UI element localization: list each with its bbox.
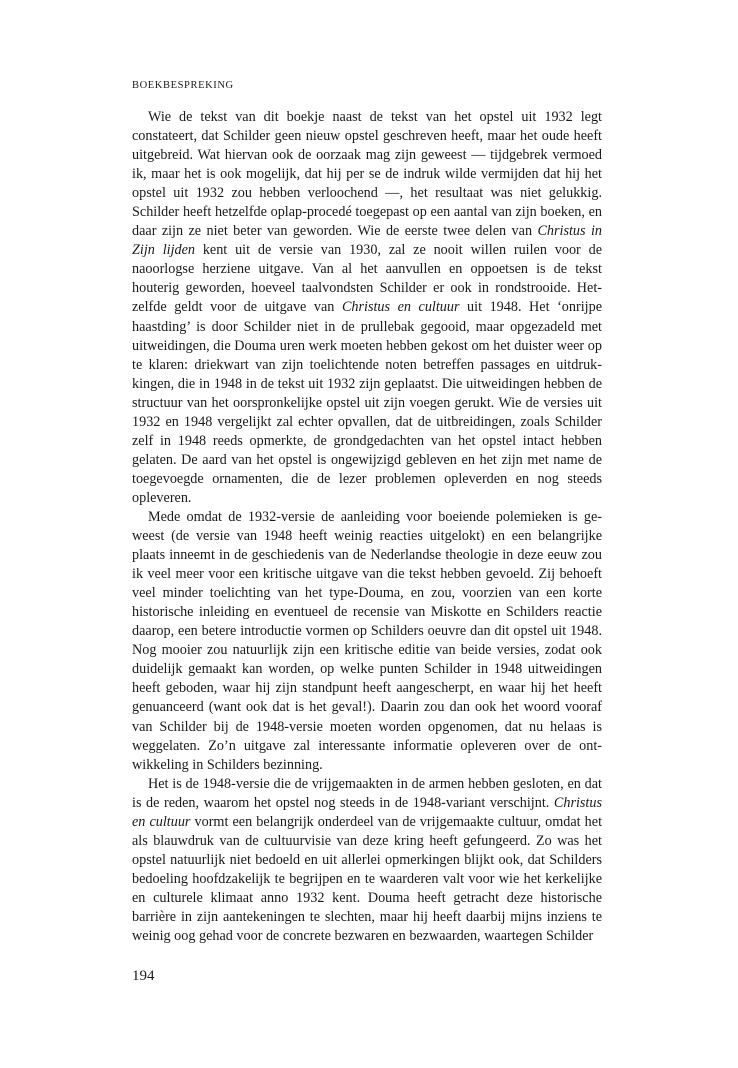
book-title-christus-en-cultuur: Christus en cultuur bbox=[341, 299, 460, 316]
paragraph-3 bbox=[132, 775, 602, 946]
book-title-christus-in-zijn-lijden: Christus in Zijn lijden bbox=[132, 223, 602, 259]
paragraph-1 bbox=[132, 108, 602, 508]
paragraph-1-text-c: kent uit de versie van 1930, zal ze nooit willen ruilen voor de naoorlogse herziene uitgave. Van al het aanvullen en oppoetsen is de tekst houterig geworden, hoeveel taalvondsten Schilder er ook in rondstrooide. Hetzelfde geldt voor de uitgave van bbox=[132, 242, 602, 316]
page-number: 194 bbox=[132, 968, 155, 984]
paragraph-3-text-a: Het is de 1948-versie die de vrijgemaakten in de armen hebben gesloten, en dat is de reden, waarom het opstel nog steeds in de 1948-variant verschijnt. bbox=[132, 775, 602, 811]
review-body bbox=[132, 108, 602, 946]
paragraph-1-text-a: Wie de tekst van dit boekje naast de tekst van het opstel uit 1932 legt constateert, dat Schilder geen nieuw opstel geschreven heeft, maar het oude heeft uitgebreid. Wat hiervan ook de oorzaak mag zijn geweest — tijdgebrek vermoed ik, maar het is ook mogelijk, dat hij per se de indruk wilde vermijden dat hij het opstel uit 1932 zou hebben verloochend —, het resultaat was niet gelukkig. Schilder heeft hetzelfde oplap-procedé toegepast op een aantal van zijn boeken, en daar zijn ze niet beter van geworden. Wie de eerste twee delen van bbox=[132, 109, 602, 240]
paragraph-3-text-c: vormt een belangrijk onderdeel van de vrijgemaakte cultuur, omdat het als blauwdruk van de cultuurvisie van deze kring heeft gefungeerd. Zo was het opstel natuurlijk niet bedoeld en uit allerlei opmerkingen blijkt ook, dat Schilders bedoeling hoofdzakelijk te begrijpen en te waarderen valt voor wie het kerkelijke en culturele klimaat anno 1932 kent. Douma heeft getracht deze historische barrière in zijn aantekeningen te slechten, maar hij heeft daarbij mijns inziens te weinig oog gehad voor de concrete bezwaren en bezwaarden, waartegen Schilder bbox=[132, 813, 603, 945]
running-header: BOEKBESPREKING bbox=[132, 80, 234, 91]
paragraph-2: Mede omdat de 1932-versie de aanleiding voor boeiende polemieken is geweest (de versie van 1948 heeft weinig reacties uitgelokt) en een belangrijke plaats inneemt in de geschiedenis van de Nederlandse theologie in deze eeuw zou ik veel meer voor een kritische uitgave van die tekst hebben gevoeld. Zij behoeft veel minder toelichting van het type-Douma, en zou, voorzien van een korte historische inleiding en eventueel de recensie van Miskotte en Schilders reactie daarop, een betere introductie vormen op Schilders oeuvre dan dit opstel uit 1948. Nog mooier zou natuurlijk zijn een kritische editie van beide versies, zodat ook duidelijk gemaakt kan worden, op welke punten Schilder in 1948 uitweidingen heeft geboden, waar hij zijn standpunt heeft aangescherpt, en waar hij het heeft genuanceerd (want ook dat is het geval!). Daarin zou dan ook het woord vooraf van Schilder bij de 1948-versie moeten worden opgenomen, dat nu helaas is weggelaten. Zo’n uitgave zal interessante informatie opleveren over de ontwikkeling in Schilders bezinning. bbox=[132, 508, 602, 773]
book-title-christus-en-cultuur-2: Christus en cultuur bbox=[132, 794, 602, 830]
paragraph-1-text-e: uit 1948. Het ‘onrijpe haastding’ is door Schilder niet in de prullebak gegooid, maar opgezadeld met uitweidingen, die Douma uren werk moeten hebben gekost om het duister weer op te klaren: driekwart van zijn toelichtende noten betreffen passages en uitdrukkingen, die in 1948 in de tekst uit 1932 zijn geplaatst. Die uitweidingen hebben de structuur van het oorspronkelijke opstel uit zijn voegen gerukt. Wie de versies uit 1932 en 1948 vergelijkt zal echter opvallen, dat de uitbreidingen, zoals Schilder zelf in 1948 reeds opmerkte, de grondgedachten van het opstel intact hebben gelaten. De aard van het opstel is ongewijzigd gebleven en het zijn met name de toegevoegde ornamenten, die de lezer problemen opleverden en nog steeds opleveren. bbox=[132, 299, 602, 506]
